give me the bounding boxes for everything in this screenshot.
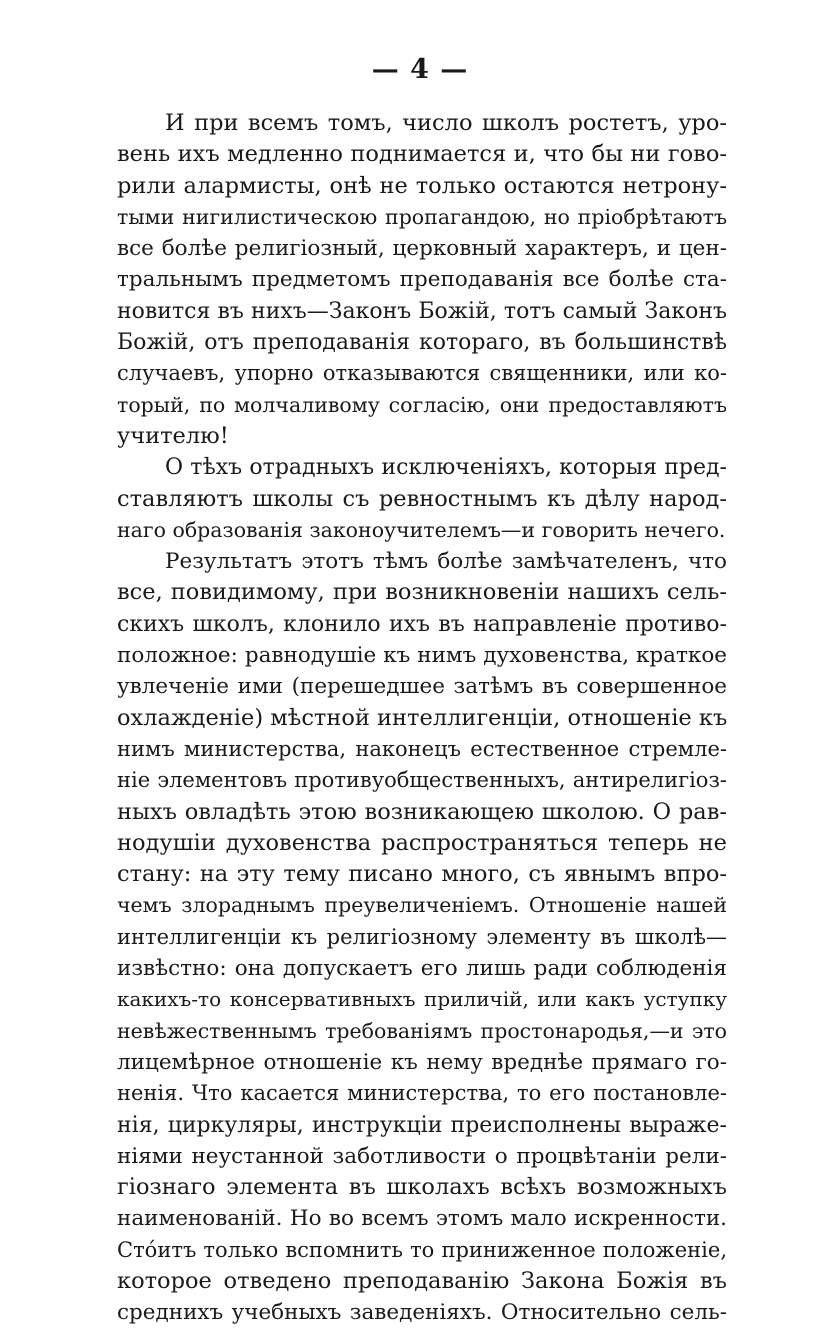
text-line: торый, по молчаливому согласію, они предоставляютъ [117, 392, 727, 417]
text-line: среднихъ учебныхъ заведеніяхъ. Относительно сель- [117, 1300, 727, 1326]
text-line: невѣжественнымъ требованіямъ простонародья,—и это [117, 1018, 727, 1043]
text-line: И при всемъ томъ, число школъ ростетъ, уро- [165, 110, 727, 136]
text-line: наго образованія законоучителемъ—и говорить нечего. [117, 517, 726, 542]
text-line: Божій, отъ преподаванія котораго, въ большинствѣ [117, 330, 727, 356]
text-line: нодушіи духовенства распространяться теперь не [117, 829, 727, 856]
text-line: чемъ злораднымъ преувеличеніемъ. Отношеніе нашей [117, 893, 727, 918]
text-line: интеллигенціи къ религіозному элементу въ школѣ— [117, 924, 727, 949]
page-number: — 4 — [371, 54, 469, 85]
text-line: ставляютъ школы съ ревностнымъ къ дѣлу народ- [117, 485, 727, 512]
text-line: тыми нигилистическою пропагандою, но пріобрѣтаютъ [117, 204, 727, 229]
text-line: ныхъ овладѣть этою возникающею школою. О рав- [117, 798, 727, 825]
text-line: все болѣе религіозный, церковный характеръ, и цен- [117, 236, 727, 262]
text-line: ніе элементовъ противуобщественныхъ, антирелигіоз- [117, 768, 727, 793]
text-line: Результатъ этотъ тѣмъ болѣе замѣчателенъ, что [165, 549, 727, 575]
text-line: тральнымъ предметомъ преподаванія все болѣе ста- [117, 267, 727, 293]
text-line: стану: на эту тему писано много, съ явнымъ впро- [117, 861, 727, 888]
text-line: все, повидимому, при возникновеніи нашихъ сель- [117, 579, 727, 606]
text-line: извѣстно: она допускаетъ его лишь ради соблюденія [117, 956, 727, 982]
text-line: положное: равнодушіе къ нимъ духовенства, краткое [117, 643, 727, 669]
text-line: увлеченіе ими (перешедшее затѣмъ въ совершенное [117, 674, 727, 700]
text-line: охлажденіе) мѣстной интеллигенціи, отношеніе къ [117, 704, 728, 731]
text-line: какихъ-то консервативныхъ приличій, или какъ уступку [117, 987, 727, 1012]
text-line: О тѣхъ отрадныхъ исключеніяхъ, которыя пред- [165, 455, 727, 481]
text-line: Стóитъ только вспомнить то приниженное положеніе, [117, 1237, 727, 1262]
text-line: новится въ нихъ—Законъ Божій, тотъ самый Законъ [117, 298, 727, 324]
text-line: скихъ школъ, клонило ихъ въ направленіе противо- [117, 611, 727, 637]
text-line: нимъ министерства, наконецъ естественное стремле- [117, 736, 727, 761]
text-line: случаевъ, упорно отказываются священники, или ко- [117, 361, 727, 386]
text-line: которое отведено преподаванію Закона Божія въ [117, 1267, 727, 1294]
text-line: гіознаго элемента въ школахъ всѣхъ возможныхъ [117, 1174, 727, 1201]
text-line: лицемѣрное отношеніе къ нему вреднѣе прямаго го- [117, 1049, 727, 1075]
text-line: рили алармисты, онѣ не только остаются нетрону- [117, 172, 727, 199]
text-line: нія, циркуляры, инструкціи преисполнены выраже- [117, 1112, 727, 1138]
body-text [117, 108, 727, 1329]
text-line: вень ихъ медленно поднимается и, что бы ни гово- [117, 141, 727, 168]
text-line: наименованій. Но во всемъ этомъ мало искренности. [117, 1206, 727, 1232]
text-line: ненія. Что касается министерства, то его постановле- [117, 1081, 727, 1106]
text-line: ніями неустанной заботливости о процвѣтаніи рели- [117, 1143, 727, 1169]
text-line: учителю! [117, 422, 229, 449]
